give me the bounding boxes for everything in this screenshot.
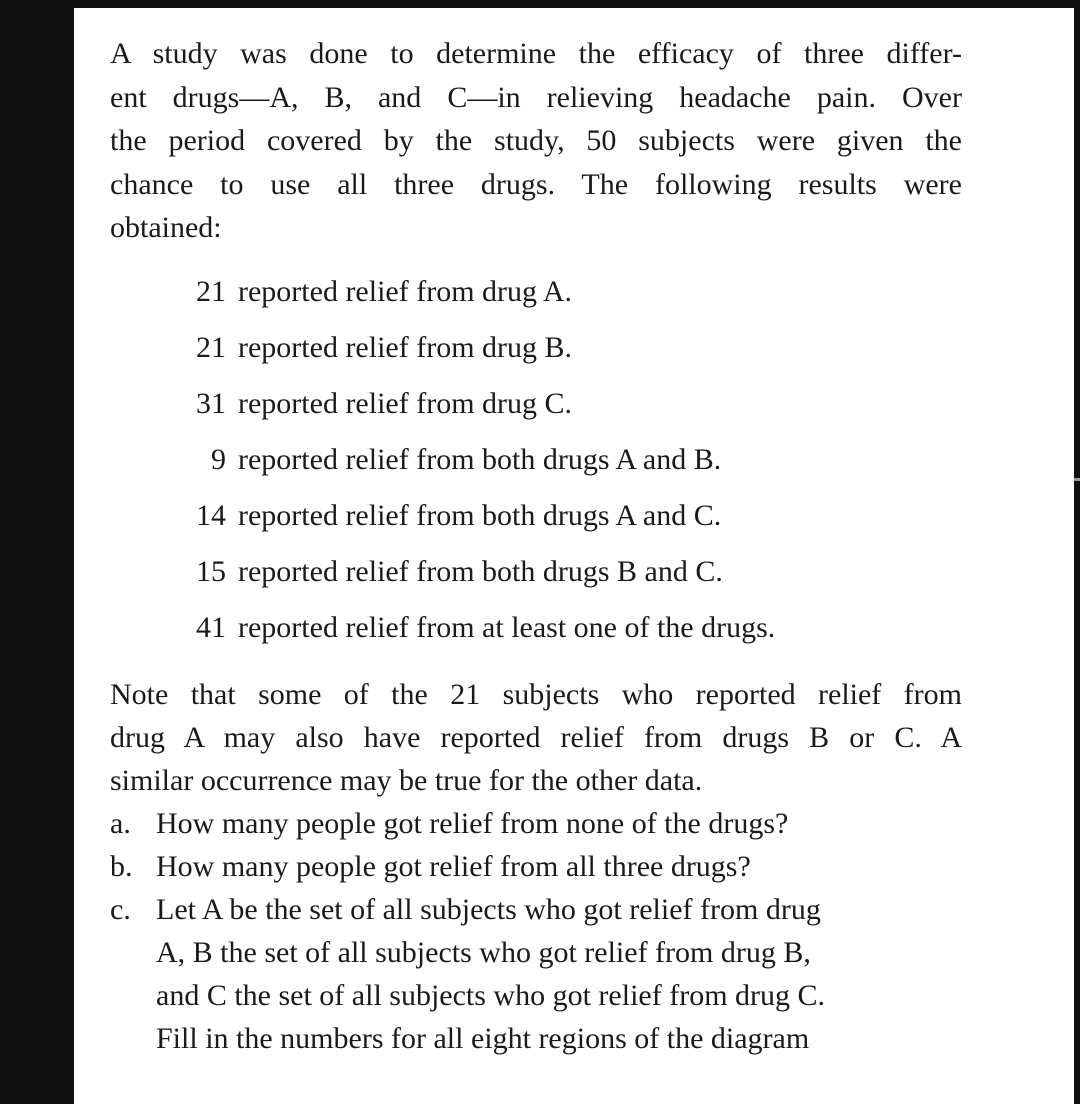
note-line: similar occurrence may be true for the other data. <box>110 764 703 797</box>
result-item <box>186 544 775 600</box>
question-b <box>110 845 962 888</box>
result-count: 21 <box>196 331 226 364</box>
question-marker: c. <box>110 893 131 926</box>
question-c <box>110 888 962 1060</box>
question-text: Let A be the set of all subjects who got relief from drug <box>156 893 821 926</box>
intro-line: obtained: <box>110 211 222 244</box>
result-item <box>186 264 775 320</box>
question-text: How many people got relief from none of the drugs? <box>156 807 789 840</box>
viewer-edge-mark <box>1074 478 1080 481</box>
result-count: 15 <box>196 555 226 588</box>
result-text: reported relief from both drugs A and B. <box>238 443 722 476</box>
result-count: 21 <box>196 275 226 308</box>
result-text: reported relief from drug C. <box>238 387 573 420</box>
result-text: reported relief from at least one of the drugs. <box>238 611 776 644</box>
results-list <box>186 264 775 656</box>
question-text: A, B the set of all subjects who got relief from drug B, <box>156 936 811 969</box>
question-text: How many people got relief from all three drugs? <box>156 850 751 883</box>
result-count: 31 <box>196 387 226 420</box>
result-count: 14 <box>196 499 226 532</box>
intro-line: A study was done to determine the efficacy of three differ- <box>110 37 962 70</box>
note-line: Note that some of the 21 subjects who reported relief from <box>110 678 962 711</box>
question-text: and C the set of all subjects who got relief from drug C. <box>156 979 826 1012</box>
result-text: reported relief from drug A. <box>238 275 573 308</box>
question-marker: b. <box>110 850 133 883</box>
result-text: reported relief from both drugs A and C. <box>238 499 722 532</box>
question-marker: a. <box>110 807 131 840</box>
result-item <box>186 432 775 488</box>
result-count: 9 <box>211 443 226 476</box>
result-text: reported relief from both drugs B and C. <box>238 555 723 588</box>
note-line: drug A may also have reported relief from drugs B or C. A <box>110 721 962 754</box>
result-item <box>186 600 775 656</box>
result-count: 41 <box>196 611 226 644</box>
problem-note <box>110 673 962 802</box>
intro-line: ent drugs—A, B, and C—in relieving headache pain. Over <box>110 80 962 114</box>
question-a <box>110 802 962 845</box>
result-item <box>186 320 775 376</box>
question-text: Fill in the numbers for all eight regions of the diagram <box>156 1022 810 1055</box>
result-item <box>186 376 775 432</box>
result-text: reported relief from drug B. <box>238 331 573 364</box>
result-item <box>186 488 775 544</box>
textbook-page <box>74 8 1074 1104</box>
intro-line: chance to use all three drugs. The following results were <box>110 167 962 201</box>
problem-intro <box>110 32 962 250</box>
intro-line: the period covered by the study, 50 subjects were given the <box>110 124 962 157</box>
questions-list <box>110 802 962 1060</box>
